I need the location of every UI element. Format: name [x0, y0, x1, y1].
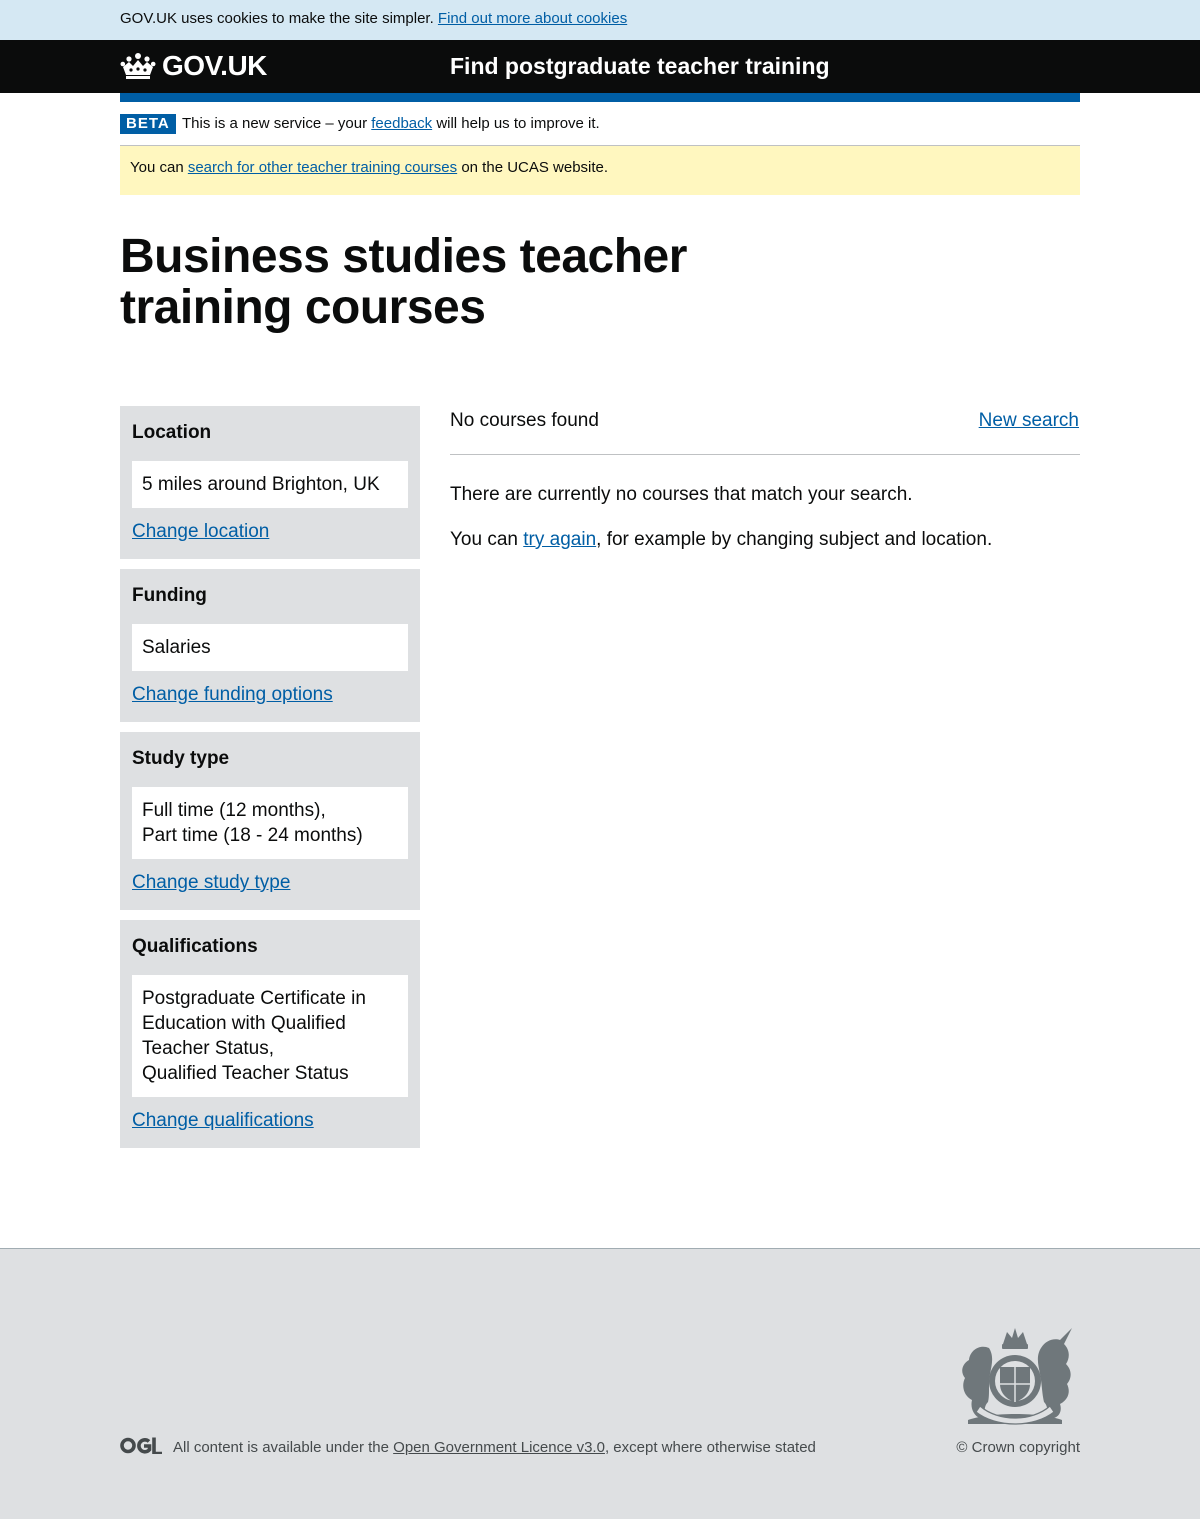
- study-type-full-time: Full time (12 months),: [142, 800, 326, 821]
- filter-study-type: [120, 732, 420, 910]
- filter-qualifications: [120, 920, 420, 1148]
- crown-icon: [120, 52, 156, 80]
- royal-crest-icon: [950, 1326, 1080, 1428]
- filter-location-value: 5 miles around Brighton, UK: [132, 461, 408, 508]
- footer: [0, 1248, 1200, 1519]
- notice-text-after: on the UCAS website.: [461, 159, 609, 176]
- filter-funding: [120, 569, 420, 722]
- no-results-message: There are currently no courses that match your search.: [450, 484, 913, 505]
- filter-location: [120, 406, 420, 559]
- header: [0, 40, 1200, 93]
- filter-qualifications-heading: Qualifications: [132, 936, 258, 957]
- crown-copyright-link[interactable]: © Crown copyright: [956, 1439, 1080, 1456]
- try-again-message: [450, 528, 992, 552]
- page-title: [120, 231, 720, 333]
- govuk-logo-link[interactable]: [120, 51, 267, 81]
- change-study-type-link[interactable]: Change study type: [132, 872, 291, 893]
- phase-message: [182, 115, 600, 133]
- phase-text-before: This is a new service – your: [182, 115, 368, 132]
- notice-message: [130, 159, 608, 177]
- service-name-link[interactable]: Find postgraduate teacher training: [450, 53, 830, 79]
- page-title-line-1: Business studies teacher: [120, 230, 687, 283]
- phase-banner: [120, 102, 1080, 146]
- new-search-link[interactable]: New search: [978, 410, 1079, 431]
- cookie-text: GOV.UK uses cookies to make the site simpler.: [120, 10, 434, 27]
- qualification-line-3: Teacher Status,: [142, 1038, 275, 1059]
- filter-funding-heading: Funding: [132, 585, 207, 606]
- cookie-info-link[interactable]: Find out more about cookies: [437, 10, 628, 27]
- results-divider: [450, 454, 1080, 455]
- ucas-notice: [120, 146, 1080, 195]
- cookie-message: [120, 10, 627, 28]
- licence-text-after: , except where otherwise stated: [604, 1439, 816, 1456]
- licence-message: [173, 1439, 816, 1457]
- beta-tag: BETA: [120, 114, 176, 134]
- qualification-line-1: Postgraduate Certificate in: [142, 988, 366, 1009]
- ogl-licence-link[interactable]: Open Government Licence v3.0: [393, 1439, 605, 1456]
- filter-study-type-heading: Study type: [132, 748, 230, 769]
- filter-funding-value: Salaries: [132, 624, 408, 671]
- phase-text-after: will help us to improve it.: [436, 115, 600, 132]
- change-location-link[interactable]: Change location: [132, 521, 270, 542]
- page-title-line-2: training courses: [120, 281, 486, 334]
- header-underline: [120, 93, 1080, 102]
- study-type-part-time: Part time (18 - 24 months): [142, 825, 363, 846]
- filter-qualifications-value: [132, 975, 408, 1097]
- filter-study-type-value: [132, 787, 408, 859]
- ogl-logo-icon: [120, 1437, 162, 1454]
- feedback-link[interactable]: feedback: [371, 115, 433, 132]
- qualification-line-2: Education with Qualified: [142, 1013, 346, 1034]
- cookie-banner: [0, 0, 1200, 40]
- notice-text-before: You can: [130, 159, 184, 176]
- logo-text: GOV.UK: [162, 50, 267, 81]
- licence-text-before: All content is available under the: [173, 1439, 389, 1456]
- change-qualifications-link[interactable]: Change qualifications: [132, 1110, 314, 1131]
- results-count: No courses found: [450, 410, 599, 431]
- try-again-link[interactable]: try again: [523, 529, 597, 550]
- ucas-search-link[interactable]: search for other teacher training courses: [187, 159, 458, 176]
- try-again-text-before: You can: [450, 529, 518, 550]
- qualification-line-4: Qualified Teacher Status: [142, 1063, 349, 1084]
- change-funding-link[interactable]: Change funding options: [132, 684, 333, 705]
- try-again-text-after: , for example by changing subject and location.: [596, 529, 993, 550]
- filter-location-heading: Location: [132, 422, 212, 443]
